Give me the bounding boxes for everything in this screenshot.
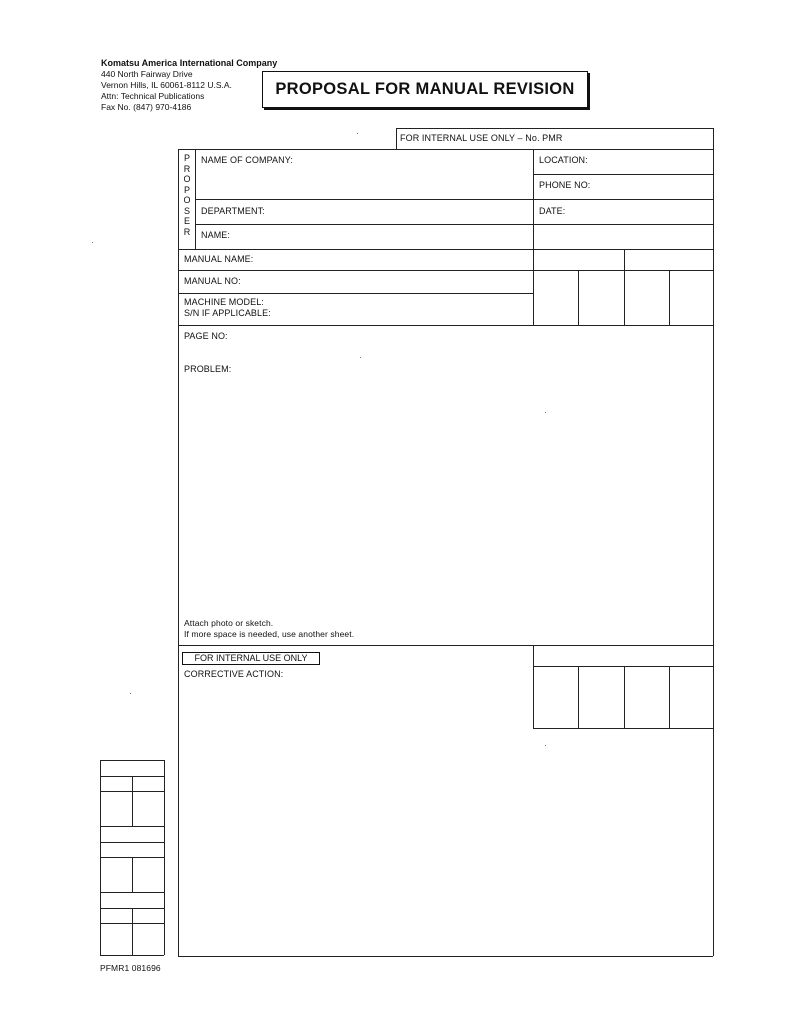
manual-name-label: MANUAL NAME: [184,254,254,264]
rule [624,666,625,728]
form-title: PROPOSAL FOR MANUAL REVISION [262,71,588,108]
department-label: DEPARTMENT: [201,206,265,216]
rule [533,666,713,667]
proposer-vertical-label: P R O P O S E R [183,153,191,237]
rule [624,270,625,325]
rule [178,293,533,294]
attach-note: Attach photo or sketch. [184,618,274,628]
page-no-label: PAGE NO: [184,331,228,341]
corrective-action-label: CORRECTIVE ACTION: [184,669,284,679]
rule [132,776,133,826]
rule [164,760,165,955]
rule [178,149,713,150]
rule [100,955,164,956]
rule [132,857,133,892]
name-label: NAME: [201,230,231,240]
rule [624,249,625,270]
attention-line: Attn: Technical Publications [101,91,205,101]
rule [100,826,164,827]
rule [669,666,670,728]
form-bottom-border [178,956,713,957]
rule [533,174,713,175]
address-line-1: 440 North Fairway Drive [101,69,193,79]
rule [533,728,713,729]
date-label: DATE: [539,206,566,216]
rule [178,645,713,646]
rule [195,224,713,225]
fax-line: Fax No. (847) 970-4186 [101,102,192,112]
location-label: LOCATION: [539,155,588,165]
scan-speck [92,242,93,243]
form-code: PFMR1 081696 [100,963,161,973]
rule [100,842,164,843]
rule [669,270,670,325]
rule [100,892,164,893]
rule [396,128,397,150]
phone-label: PHONE NO: [539,180,591,190]
machine-model-label: MACHINE MODEL: [184,297,264,307]
company-name: Komatsu America International Company [101,58,278,68]
rule [396,128,713,129]
serial-number-label: S/N IF APPLICABLE: [184,308,271,318]
manual-no-label: MANUAL NO: [184,276,241,286]
rule [178,325,713,326]
scan-speck [545,745,546,746]
scan-speck [357,133,358,134]
rule [132,908,133,955]
rule [178,270,713,271]
rule [100,923,164,924]
form-right-border [713,128,714,956]
rule [533,645,534,728]
internal-use-only-badge: FOR INTERNAL USE ONLY [182,652,320,665]
rule [100,776,164,777]
scan-speck [130,693,131,694]
rule [578,666,579,728]
scan-speck [360,357,361,358]
rule [178,249,713,250]
rule [578,270,579,325]
space-note: If more space is needed, use another sheet. [184,629,355,639]
internal-use-pmr-label: FOR INTERNAL USE ONLY – No. PMR [400,133,563,143]
problem-label: PROBLEM: [184,364,232,374]
rule [533,149,534,326]
rule [195,199,713,200]
rule [100,857,164,858]
rule [100,760,164,761]
address-line-2: Vernon Hills, IL 60061-8112 U.S.A. [101,80,232,90]
company-name-label: NAME OF COMPANY: [201,155,293,165]
rule [100,791,164,792]
scan-speck [545,412,546,413]
rule [100,908,164,909]
